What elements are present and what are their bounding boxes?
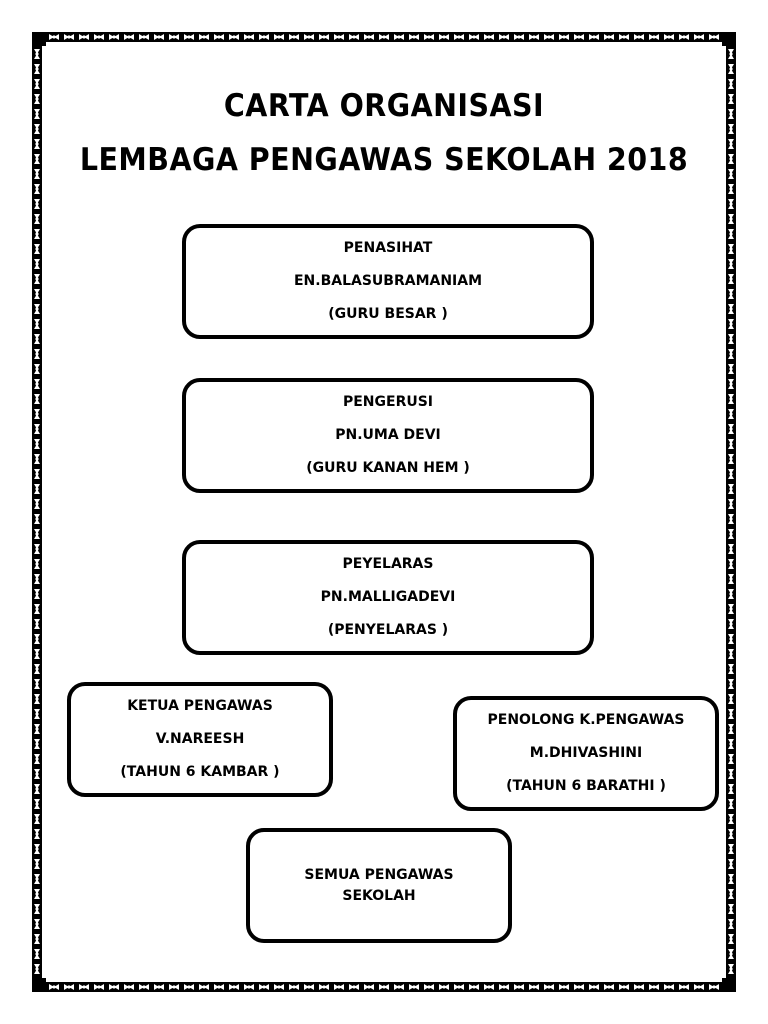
penasihat-box xyxy=(182,224,594,339)
ketua-position: (TAHUN 6 KAMBAR ) xyxy=(120,764,280,780)
penasihat-name: EN.BALASUBRAMANIAM xyxy=(293,273,483,289)
penolong-role: PENOLONG K.PENGAWAS xyxy=(487,712,685,728)
ketua-role: KETUA PENGAWAS xyxy=(127,698,273,714)
chart-title-line-2: LEMBAGA PENGAWAS SEKOLAH 2018 xyxy=(79,142,689,178)
pengerusi-role: PENGERUSI xyxy=(342,394,434,410)
semua-line-1: SEMUA PENGAWAS xyxy=(304,866,454,883)
ketua-name: V.NAREESH xyxy=(155,731,245,747)
chart-title-line-1: CARTA ORGANISASI xyxy=(223,88,545,124)
penolong-ketua-pengawas-box xyxy=(453,696,719,811)
semua-pengawas-box xyxy=(246,828,512,943)
pengerusi-name: PN.UMA DEVI xyxy=(335,427,441,443)
penyelaras-box xyxy=(182,540,594,655)
pengerusi-position: (GURU KANAN HEM ) xyxy=(306,460,470,476)
penasihat-role: PENASIHAT xyxy=(343,240,433,256)
penasihat-position: (GURU BESAR ) xyxy=(328,306,448,322)
pengerusi-box xyxy=(182,378,594,493)
penolong-position: (TAHUN 6 BARATHI ) xyxy=(506,778,666,794)
penolong-name: M.DHIVASHINI xyxy=(529,745,643,761)
penyelaras-position: (PENYELARAS ) xyxy=(327,622,449,638)
penyelaras-name: PN.MALLIGADEVI xyxy=(320,589,456,605)
semua-line-2: SEKOLAH xyxy=(342,887,416,904)
penyelaras-role: PEYELARAS xyxy=(342,556,434,572)
ketua-pengawas-box xyxy=(67,682,333,797)
